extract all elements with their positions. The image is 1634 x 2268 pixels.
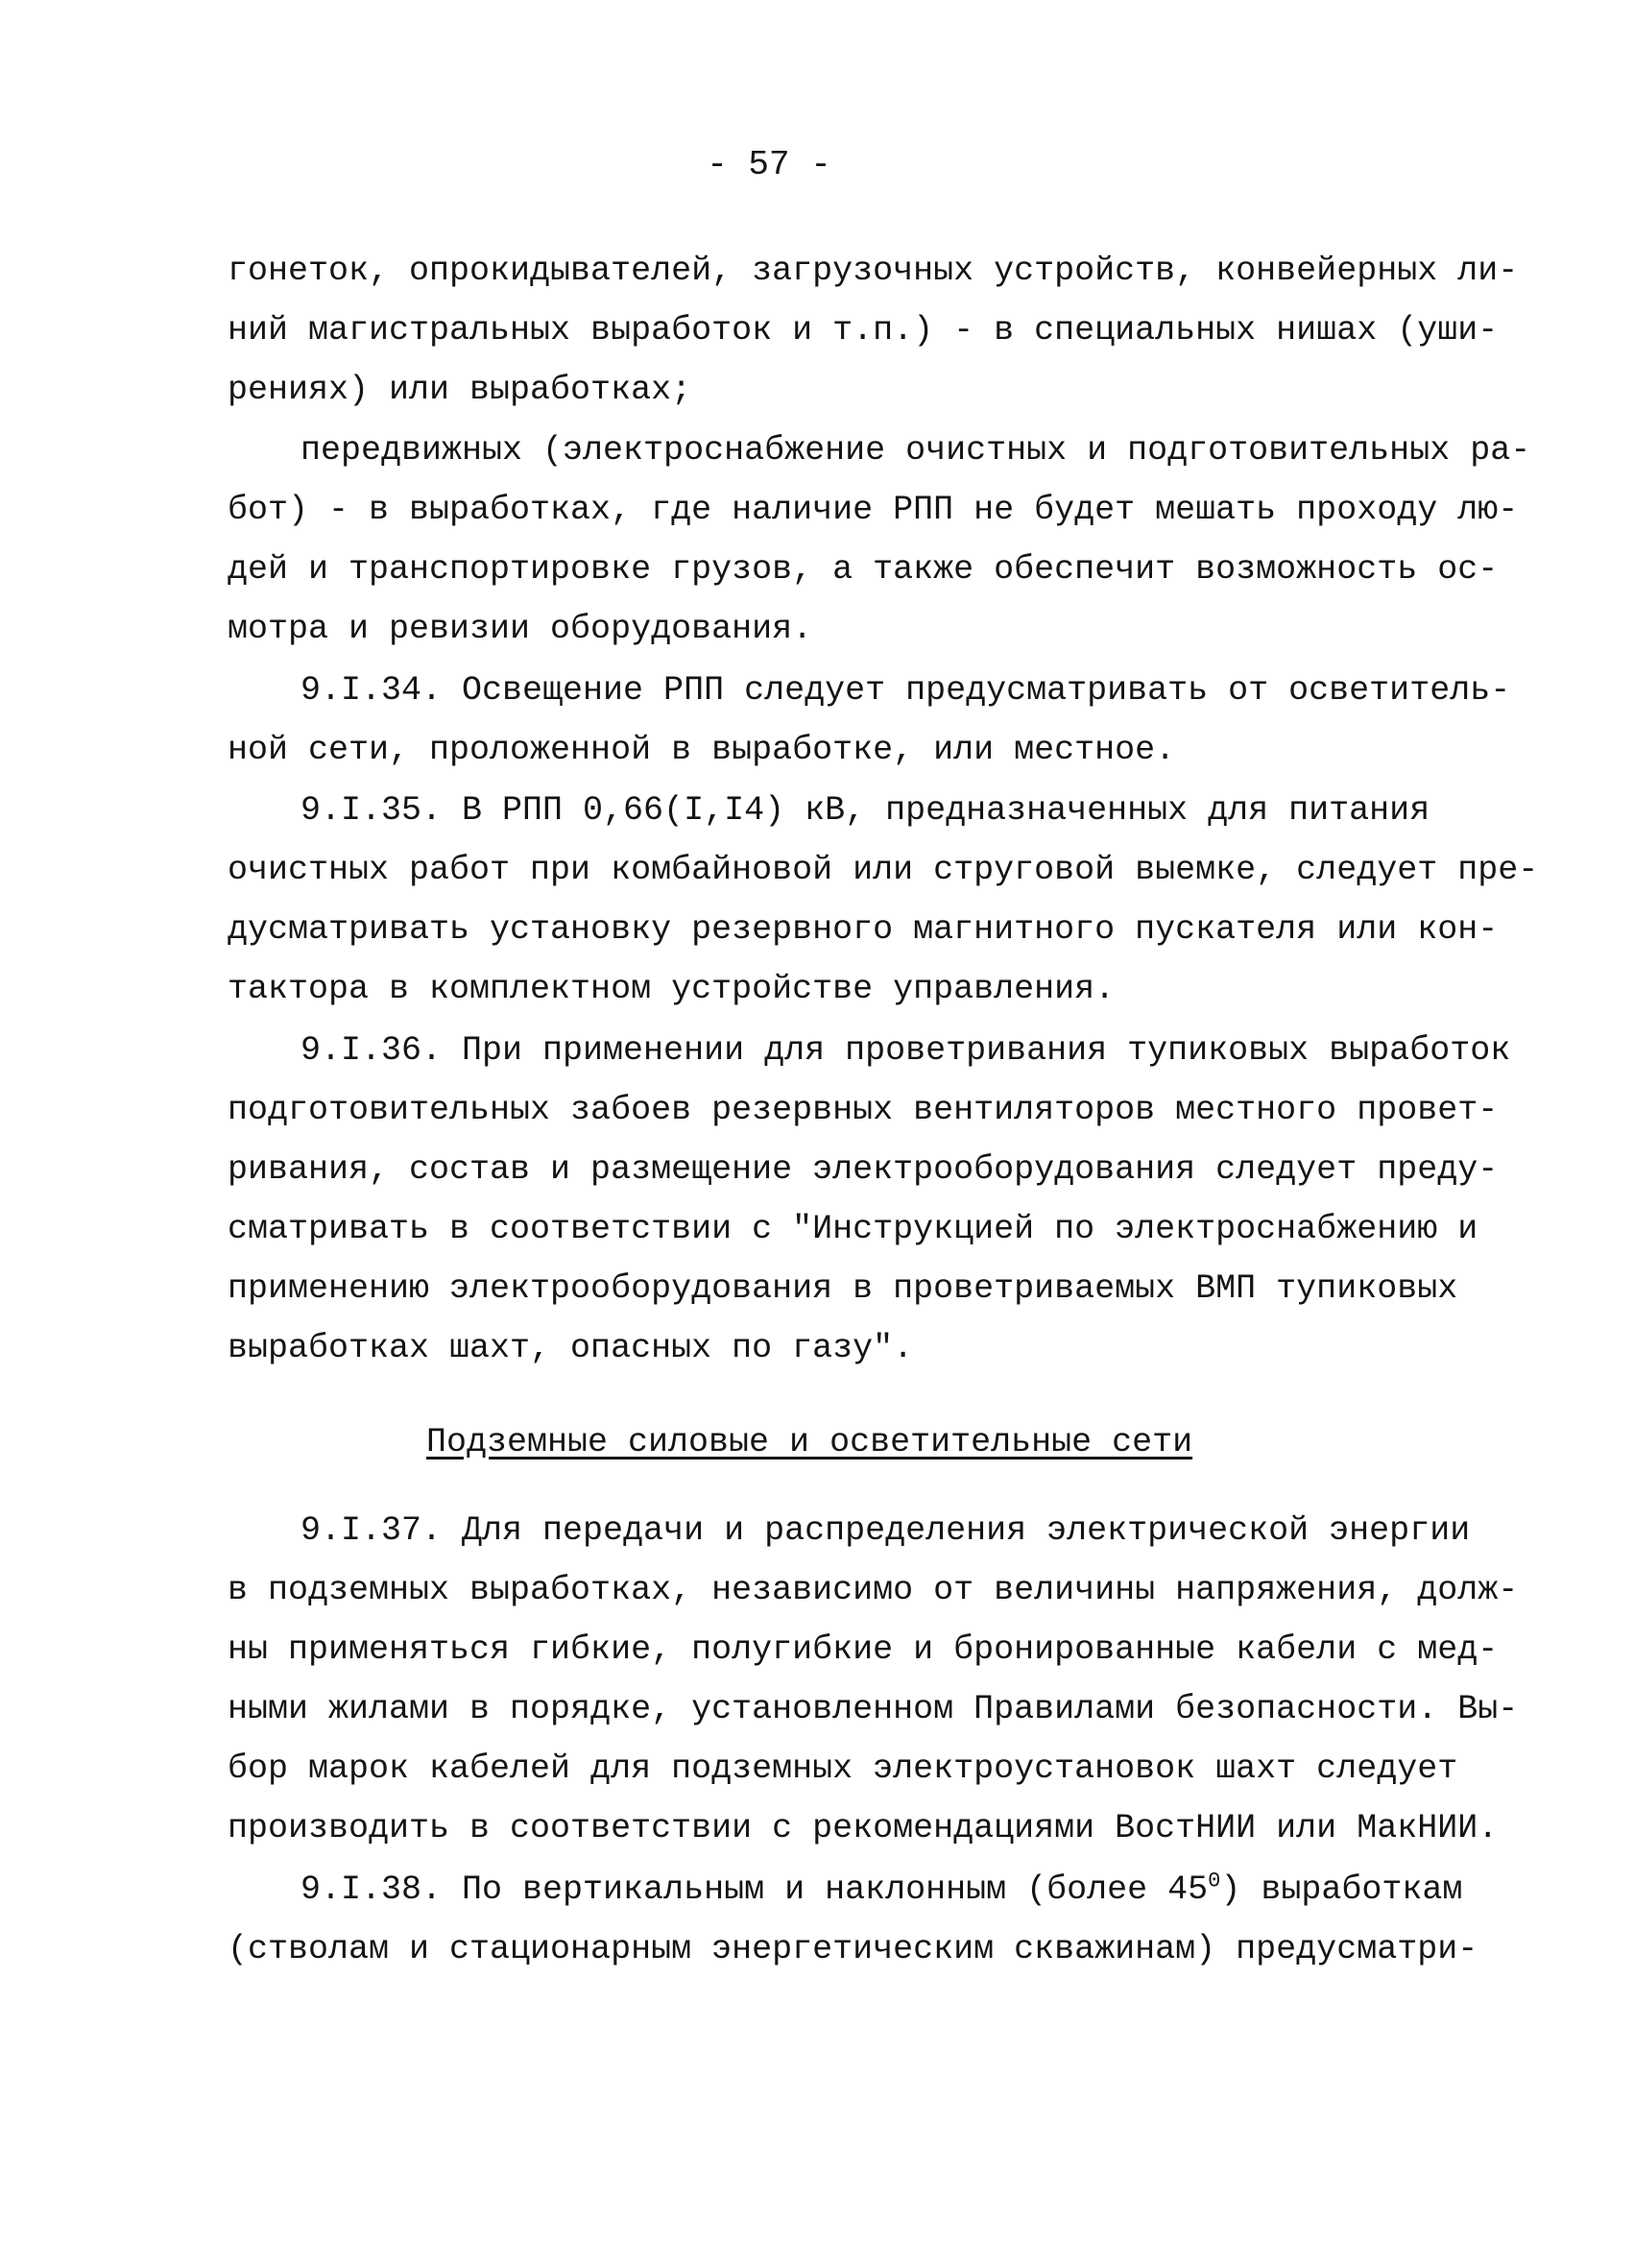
text-segment: 9.I.38. По вертикальным и наклонным (более 45: [300, 1870, 1209, 1909]
text-line: ны применяться гибкие, полугибкие и бронированные кабели с мед-: [228, 1630, 1499, 1669]
text-line: ными жилами в порядке, установленном Правилами безопасности. Вы-: [228, 1690, 1519, 1728]
text-line: ривания, состав и размещение электрооборудования следует преду-: [228, 1150, 1499, 1189]
text-line: тактора в комплектном устройстве управления.: [228, 970, 1116, 1008]
text-line: 9.I.36. При применении для проветривания тупиковых выработок: [300, 1031, 1511, 1070]
text-line: мотра и ревизии оборудования.: [228, 610, 813, 648]
text-line: ний магистральных выработок и т.п.) - в специальных нишах (уши-: [228, 311, 1499, 350]
text-line: производить в соответствии с рекомендациями ВостНИИ или МакНИИ.: [228, 1809, 1499, 1847]
page-number: - 57 -: [707, 145, 831, 184]
text-line: дей и транспортировке грузов, а также обеспечит возможность ос-: [228, 550, 1499, 589]
text-line: [300, 1869, 1462, 1911]
text-line: (стволам и стационарным энергетическим скважинам) предусматри-: [228, 1930, 1478, 1968]
text-line: 9.I.34. Освещение РПП следует предусматривать от осветитель-: [300, 671, 1511, 710]
text-segment: ) выработкам: [1220, 1870, 1463, 1909]
text-line: бор марок кабелей для подземных электроустановок шахт следует: [228, 1749, 1458, 1788]
text-line: в подземных выработках, независимо от величины напряжения, долж-: [228, 1571, 1519, 1609]
text-line: дусматривать установку резервного магнитного пускателя или кон-: [228, 910, 1499, 949]
text-line: 9.I.35. В РПП 0,66(I,I4) кВ, предназначенных для питания: [300, 791, 1430, 830]
superscript: 0: [1208, 1869, 1221, 1894]
text-line: выработках шахт, опасных по газу".: [228, 1329, 914, 1367]
text-line: 9.I.37. Для передачи и распределения электрической энергии: [300, 1511, 1471, 1550]
text-line: рениях) или выработках;: [228, 371, 692, 409]
text-line: передвижных (электроснабжение очистных и подготовительных ра-: [300, 431, 1531, 470]
text-line: применению электрооборудования в проветриваемых ВМП тупиковых: [228, 1269, 1458, 1308]
text-line: гонеток, опрокидывателей, загрузочных устройств, конвейерных ли-: [228, 252, 1519, 290]
text-line: очистных работ при комбайновой или струговой выемке, следует пре-: [228, 851, 1539, 889]
section-heading: Подземные силовые и осветительные сети: [426, 1423, 1193, 1461]
text-line: ной сети, проложенной в выработке, или местное.: [228, 731, 1176, 769]
text-line: сматривать в соответствии с "Инструкцией по электроснабжению и: [228, 1210, 1478, 1248]
text-line: бот) - в выработках, где наличие РПП не будет мешать проходу лю-: [228, 491, 1519, 529]
text-line: подготовительных забоев резервных вентиляторов местного провет-: [228, 1091, 1499, 1129]
